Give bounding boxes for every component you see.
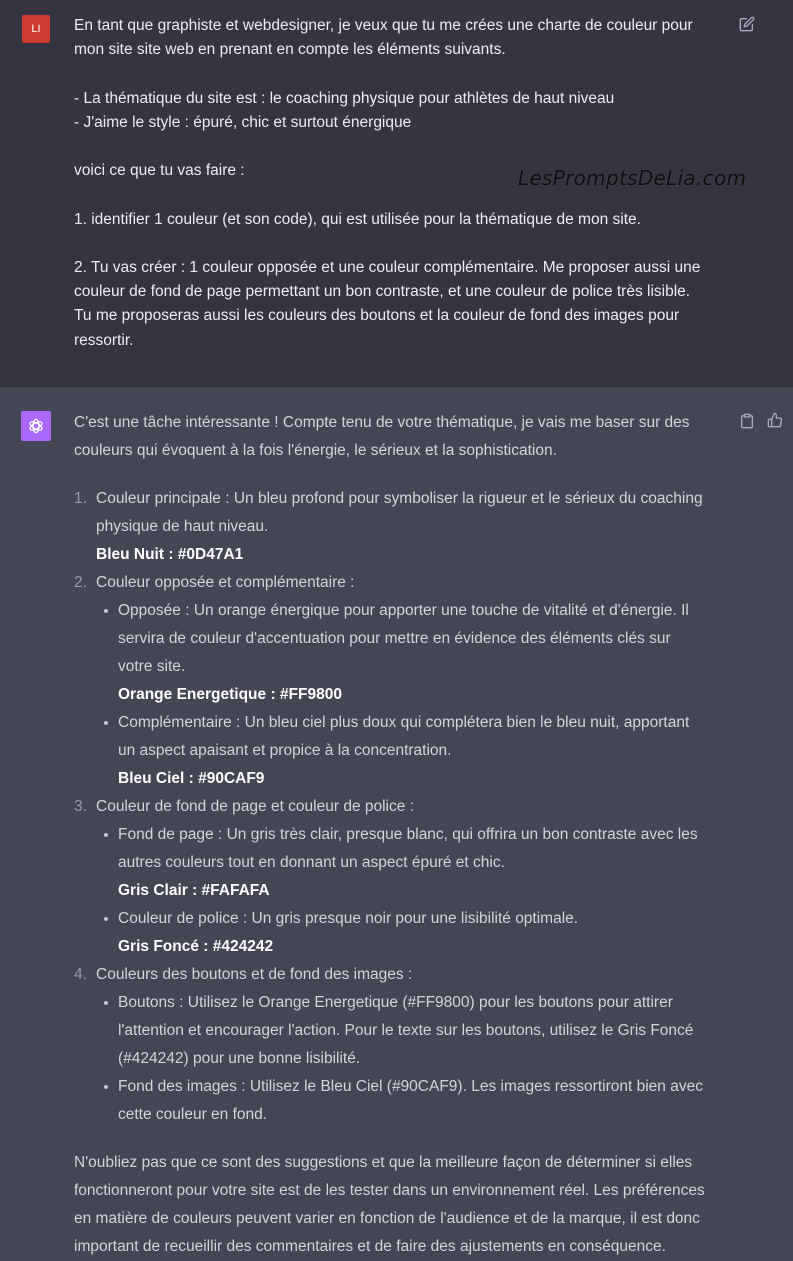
- color-code: Gris Clair : #FAFAFA: [118, 882, 270, 899]
- bullet-icon: [104, 1085, 108, 1089]
- user-text-line: voici ce que tu vas faire :: [74, 162, 245, 180]
- intro-line: C'est une tâche intéressante ! Compte tenu de votre thématique, je vais me baser sur des: [74, 414, 690, 431]
- blank-line: [74, 135, 754, 159]
- intro-line: couleurs qui évoquent à la fois l'énergie, le sérieux et la sophistication.: [74, 442, 557, 459]
- sub-list-item: [96, 821, 734, 905]
- list-item-line: Couleur opposée et complémentaire :: [96, 574, 355, 591]
- user-message: [0, 0, 793, 387]
- thumbs-up-icon[interactable]: [767, 412, 783, 433]
- user-text-line: - La thématique du site est : le coaching physique pour athlètes de haut niveau: [74, 89, 615, 107]
- sub-item-line: Fond de page : Un gris très clair, presque blanc, qui offrira un bon contraste avec les: [118, 826, 698, 843]
- sub-list-item: [96, 597, 734, 709]
- list-item-line: Couleurs des boutons et de fond des images :: [96, 966, 413, 983]
- sub-item-line: un aspect apaisant et propice à la concentration.: [118, 742, 452, 759]
- sub-item-line: cette couleur en fond.: [118, 1106, 268, 1123]
- list-item: [74, 569, 734, 793]
- blank-line: [74, 232, 754, 256]
- sub-item-line: servira de couleur d'accentuation pour mettre en évidence des éléments clés sur: [118, 630, 671, 647]
- bullet-icon: [104, 917, 108, 921]
- list-number: 1.: [74, 490, 87, 507]
- list-item-line: physique de haut niveau.: [96, 518, 269, 535]
- sub-list-item: [96, 905, 734, 961]
- list-item-line: Couleur principale : Un bleu profond pour symboliser la rigueur et le sérieux du coaching: [96, 490, 703, 507]
- spacer: [74, 1129, 734, 1149]
- outro-line: N'oubliez pas que ce sont des suggestions et que la meilleure façon de déterminer si elles: [74, 1154, 693, 1171]
- list-number: 3.: [74, 798, 87, 815]
- outro-line: en matière de couleurs peuvent varier en fonction de l'audience et de la marque, il est donc: [74, 1210, 700, 1227]
- color-code: Bleu Ciel : #90CAF9: [118, 770, 265, 787]
- user-avatar: LI: [22, 15, 50, 43]
- sub-item-line: Fond des images : Utilisez le Bleu Ciel (#90CAF9). Les images ressortiront bien avec: [118, 1078, 703, 1095]
- sub-list-item: [96, 709, 734, 793]
- chatgpt-logo-icon: [21, 411, 51, 441]
- user-text-line: - J'aime le style : épuré, chic et surtout énergique: [74, 113, 412, 131]
- user-text-line: mon site site web en prenant en compte les éléments suivants.: [74, 41, 506, 59]
- list-item: [74, 793, 734, 961]
- user-text-line: En tant que graphiste et webdesigner, je veux que tu me crées une charte de couleur pour: [74, 17, 693, 34]
- user-text-line: couleur de fond de page permettant un bon contraste, et une couleur de police très lisible.: [74, 283, 691, 301]
- assistant-message: [0, 387, 793, 1261]
- sub-item-line: Couleur de police : Un gris presque noir pour une lisibilité optimale.: [118, 910, 579, 927]
- outro-line: important de recueillir des commentaires et de faire des ajustements en conséquence.: [74, 1238, 666, 1255]
- clipboard-icon[interactable]: [739, 413, 755, 434]
- list-number: 2.: [74, 574, 87, 591]
- assistant-message-text: [74, 409, 734, 1261]
- user-text-line: Tu me proposeras aussi les couleurs des boutons et la couleur de fond des images pour: [74, 307, 680, 325]
- blank-line: [74, 62, 754, 86]
- sub-item-line: Complémentaire : Un bleu ciel plus doux qui complétera bien le bleu nuit, apportant: [118, 714, 690, 731]
- list-number: 4.: [74, 966, 87, 983]
- sub-item-line: l'attention et encourager l'action. Pour le texte sur les boutons, utilisez le Gris Foncé: [118, 1022, 694, 1039]
- spacer: [74, 465, 734, 485]
- bullet-icon: [104, 721, 108, 725]
- user-text-line: 1. identifier 1 couleur (et son code), qui est utilisée pour la thématique de mon site.: [74, 210, 641, 228]
- sub-item-line: Opposée : Un orange énergique pour apporter une touche de vitalité et d'énergie. Il: [118, 602, 689, 619]
- sub-item-line: (#424242) pour une bonne lisibilité.: [118, 1050, 361, 1067]
- outro-line: fonctionneront pour votre site est de les tester dans un environnement réel. Les préférences: [74, 1182, 705, 1199]
- sub-list-item: [96, 989, 734, 1073]
- sub-item-line: votre site.: [118, 658, 186, 675]
- edit-icon[interactable]: [739, 16, 755, 37]
- sub-list-item: [96, 1073, 734, 1129]
- sub-item-line: autres couleurs tout en donnant un aspect épuré et chic.: [118, 854, 505, 871]
- list-item: [74, 961, 734, 1129]
- color-code: Bleu Nuit : #0D47A1: [96, 546, 244, 563]
- bullet-icon: [104, 1001, 108, 1005]
- bullet-icon: [104, 609, 108, 613]
- list-item: [74, 485, 734, 569]
- sub-item-line: Boutons : Utilisez le Orange Energetique (#FF9800) pour les boutons pour attirer: [118, 994, 673, 1011]
- watermark: LesPromptsDeLia.com: [518, 166, 747, 190]
- list-item-line: Couleur de fond de page et couleur de police :: [96, 798, 414, 815]
- color-code: Orange Energetique : #FF9800: [118, 686, 342, 703]
- color-code: Gris Foncé : #424242: [118, 938, 274, 955]
- bullet-icon: [104, 833, 108, 837]
- user-text-line: ressortir.: [74, 331, 134, 349]
- user-text-line: 2. Tu vas créer : 1 couleur opposée et une couleur complémentaire. Me proposer aussi une: [74, 258, 701, 276]
